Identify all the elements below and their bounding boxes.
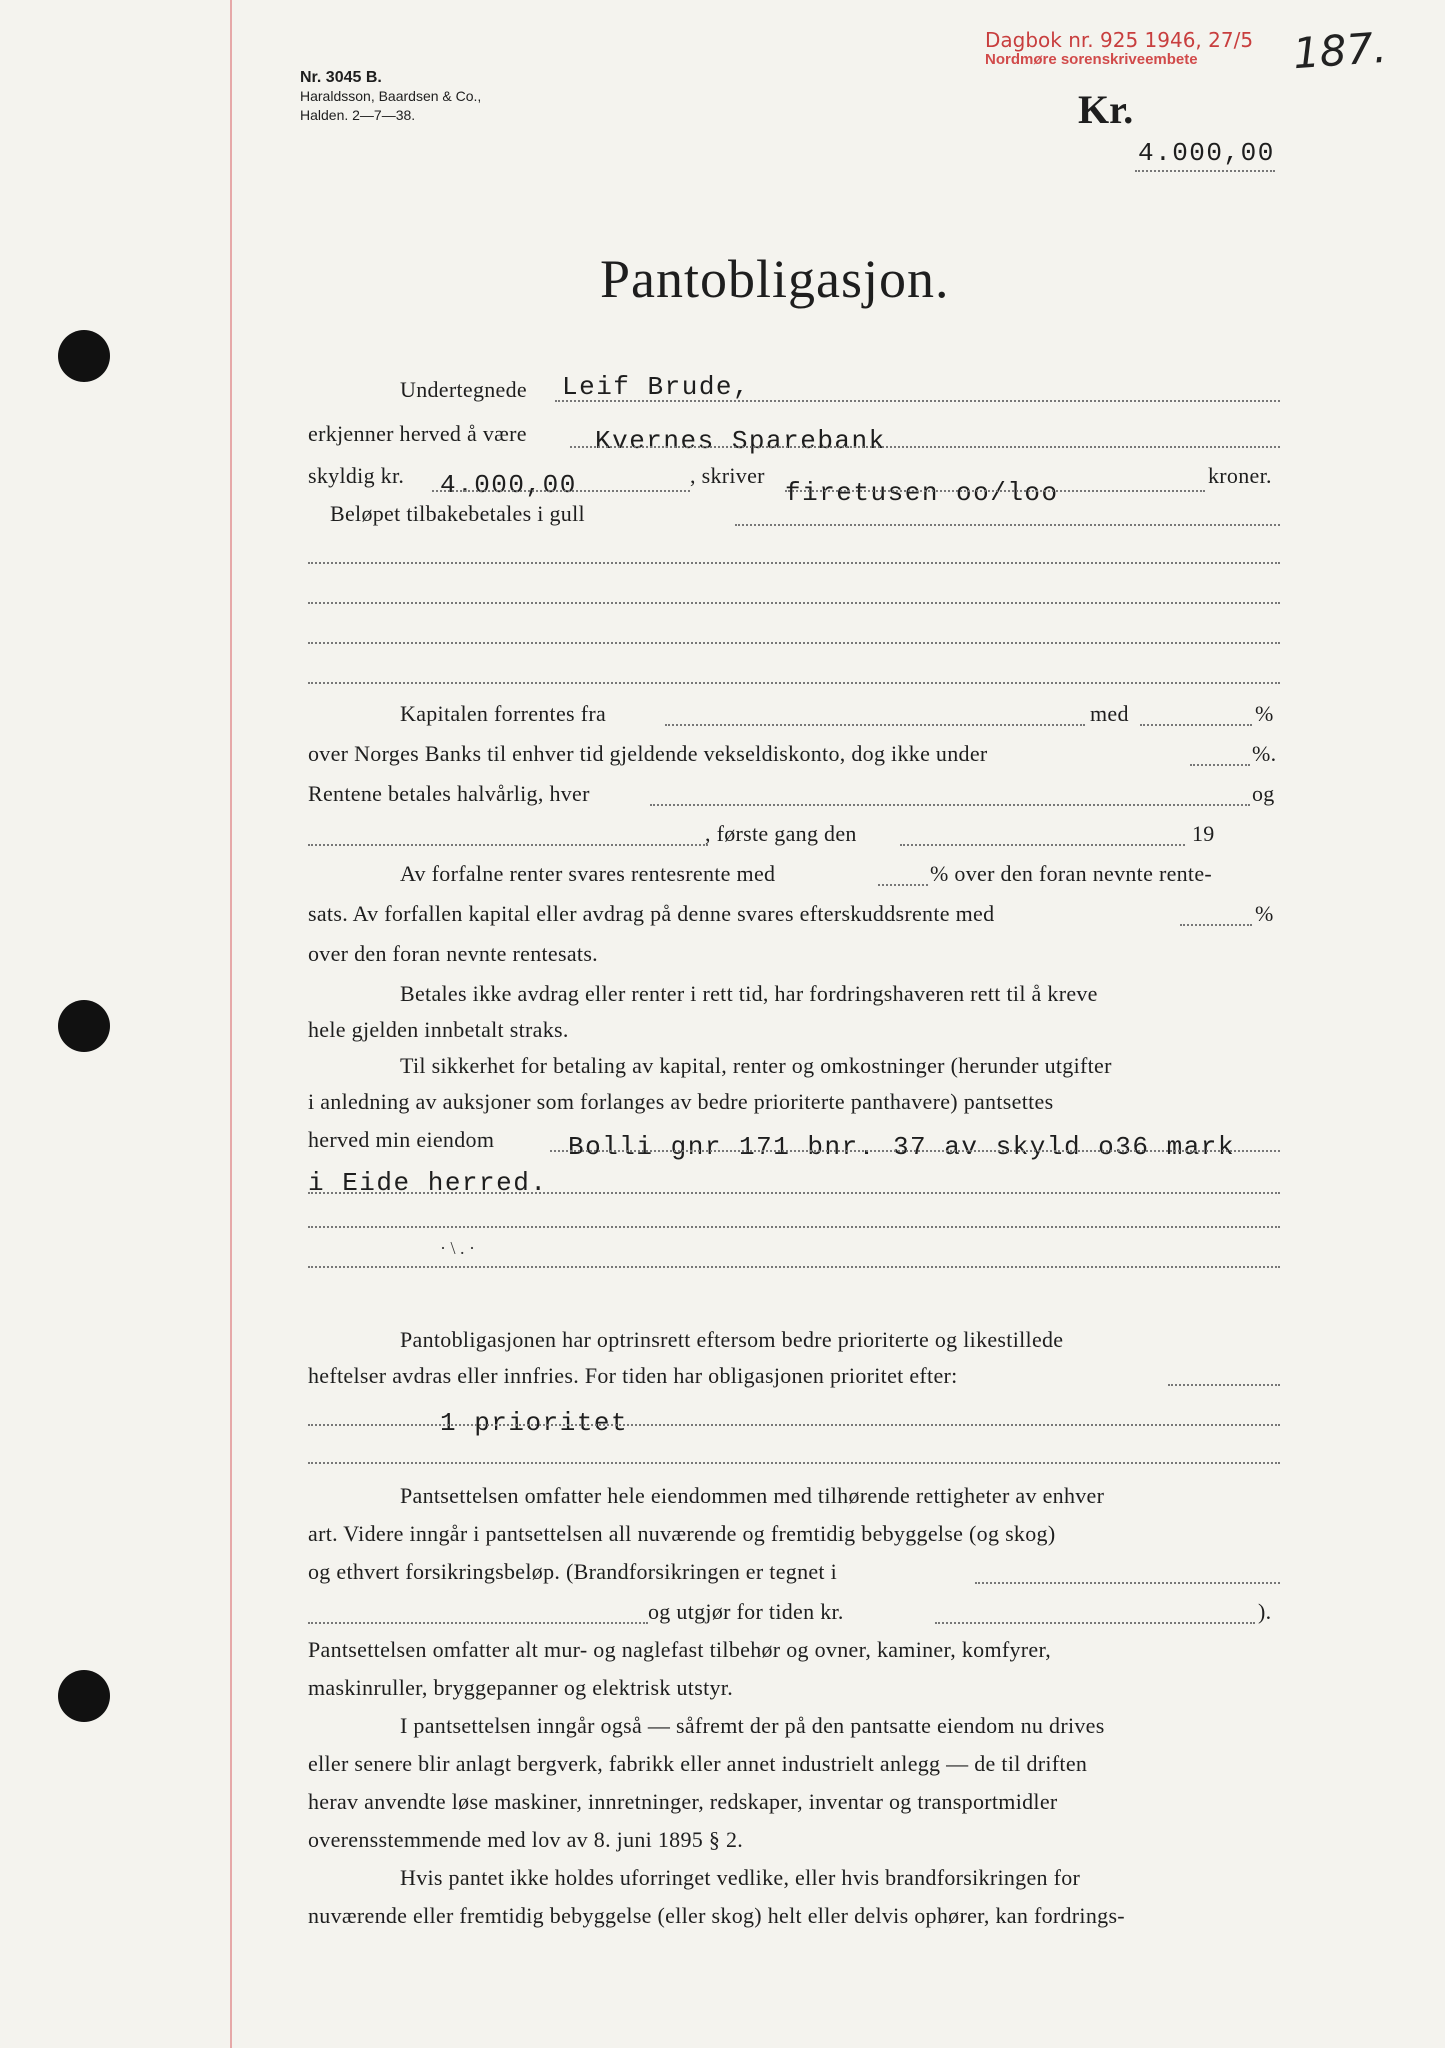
forste-gang-text: , første gang den (705, 821, 857, 846)
belopet-label: Beløpet tilbakebetales i gull (330, 501, 585, 526)
debtor-name: Leif Brude, (562, 372, 751, 402)
blank-line (308, 602, 1280, 604)
og-label: og (1252, 781, 1275, 806)
optrin-line-2: heftelser avdras eller innfries. For tiden har obligasjonen prioritet efter: (308, 1363, 958, 1388)
skriver-label: , skriver (690, 463, 765, 488)
mur-line-1: Pantsettelsen omfatter alt mur- og naglefast tilbehør og ovner, kaminer, komfyrer, (308, 1637, 1052, 1662)
norges-bank-text: over Norges Banks til enhver tid gjeldende vekseldiskonto, dog ikke under (308, 741, 988, 766)
pants-line-4: og utgjør for tiden kr. (648, 1599, 844, 1624)
property-rule (550, 1150, 1280, 1152)
property-description: Bolli gnr 171 bnr. 37 av skyld o36 mark (568, 1132, 1235, 1162)
margin-rule (230, 0, 232, 2048)
amount-line (432, 490, 690, 492)
blank-line (308, 642, 1280, 644)
sikkerhet-line-2: i anledning av auksjoner som forlanges av bedre prioriterte panthavere) pantsettes (308, 1089, 1054, 1114)
pct-sign: % (1255, 701, 1274, 726)
debtor-rule (555, 400, 1280, 402)
stamp-office: Nordmøre sorenskriveembete (985, 51, 1198, 68)
form-meta (300, 68, 481, 125)
pants-line-4-end: ). (1258, 1599, 1272, 1624)
undertegnede-label: Undertegnede (400, 377, 527, 402)
rente-continue: % over den foran nevnte rente- (930, 861, 1213, 886)
first-date-line (900, 844, 1185, 846)
over-rentesats: over den foran nevnte rentesats. (308, 941, 598, 966)
folio-number: 187. (1291, 22, 1389, 79)
rentesrente-text: Av forfalne renter svares rentesrente med (400, 861, 776, 886)
blank-line (308, 562, 1280, 564)
from-date-line (665, 724, 1085, 726)
pants-line-2: art. Videre inngår i pantsettelsen all nuværende og fremtidig bebyggelse (og skog) (308, 1521, 1056, 1546)
header-amount: 4.000,00 (1138, 138, 1275, 168)
property-municipality: i Eide herred. (308, 1168, 548, 1198)
priority-rule-2 (308, 1462, 1280, 1464)
skyldig-label: skyldig kr. (308, 463, 405, 488)
ind-line-2: eller senere blir anlagt bergverk, fabrikk eller annet industrielt anlegg — de til driften (308, 1751, 1088, 1776)
property-rule-4 (308, 1266, 1280, 1268)
hvis-line-1: Hvis pantet ikke holdes uforringet vedlike, eller hvis brandforsikringen for (400, 1865, 1081, 1890)
herved-label: herved min eiendom (308, 1127, 495, 1152)
property-rule-3 (308, 1226, 1280, 1228)
erkjenner-label: erkjenner herved å være (308, 421, 527, 446)
priority-value: 1 prioritet (440, 1408, 629, 1438)
min-rate-line (1190, 764, 1250, 766)
insurance-amount-rule (935, 1622, 1255, 1624)
med-label: med (1090, 701, 1129, 726)
betales-line-1: Betales ikke avdrag eller renter i rett tid, har fordringshaveren rett til å kreve (400, 981, 1098, 1006)
property-rule-2 (308, 1192, 1280, 1194)
blank-line (308, 682, 1280, 684)
creditor-name: Kvernes Sparebank (595, 426, 886, 456)
pants-line-3: og ethvert forsikringsbeløp. (Brandforsikringen er tegnet i (308, 1559, 838, 1584)
print-date: Halden. 2—7—38. (300, 107, 416, 123)
amount-rule (1135, 170, 1275, 172)
kroner-label: kroner. (1208, 463, 1272, 488)
registry-stamp (985, 30, 1253, 70)
insurer-rule (975, 1582, 1280, 1584)
prioritet-rule (1168, 1384, 1280, 1386)
debt-amount: 4.000,00 (440, 470, 577, 500)
printer-name: Haraldsson, Baardsen & Co., (300, 88, 482, 104)
rentesrente-line (878, 884, 928, 886)
hvis-line-2: nuværende eller fremtidig bebyggelse (eller skog) helt eller delvis ophører, kan fordrings- (308, 1903, 1125, 1928)
ind-line-3: herav anvendte løse maskiner, innretninger, redskaper, inventar og transportmidler (308, 1789, 1058, 1814)
term-line-2 (308, 844, 708, 846)
kr-label: Kr. (1078, 87, 1134, 132)
belopet-rule (735, 524, 1280, 526)
creditor-rule (570, 446, 1280, 448)
pct-sign-2: % (1255, 901, 1274, 926)
sikkerhet-line-1: Til sikkerhet for betaling av kapital, renter og omkostninger (herunder utgifter (400, 1053, 1112, 1078)
form-number: Nr. 3045 B. (300, 69, 382, 86)
insurer-rule-2 (308, 1622, 648, 1624)
betales-line-2: hele gjelden innbetalt straks. (308, 1017, 569, 1042)
pencil-marks: · \ . · (440, 1238, 475, 1258)
efterskudd-line (1180, 924, 1252, 926)
stamp-diary-number: Dagbok nr. 925 1946, 27/5 (985, 28, 1254, 52)
words-line (785, 490, 1205, 492)
pants-line-1: Pantsettelsen omfatter hele eiendommen med tilhørende rettigheter av enhver (400, 1483, 1105, 1508)
amount-in-words: firetusen oo/loo (785, 478, 1059, 508)
priority-rule (308, 1424, 1280, 1426)
pct-end: %. (1252, 741, 1277, 766)
optrin-line-1: Pantobligasjonen har optrinsrett eftersom bedre prioriterte og likestillede (400, 1327, 1064, 1352)
document-title: Pantobligasjon. (600, 249, 950, 309)
kapitalen-text: Kapitalen forrentes fra (400, 701, 607, 726)
punch-hole (58, 330, 110, 382)
rate-line (1140, 724, 1252, 726)
rentene-text: Rentene betales halvårlig, hver (308, 781, 590, 806)
term-line (650, 804, 1250, 806)
ind-line-1: I pantsettelsen inngår også — såfremt der på den pantsatte eiendom nu drives (400, 1713, 1105, 1738)
punch-hole (58, 1000, 110, 1052)
mur-line-2: maskinruller, bryggepanner og elektrisk utstyr. (308, 1675, 734, 1700)
year-prefix: 19 (1192, 821, 1215, 846)
ind-line-4: overensstemmende med lov av 8. juni 1895 § 2. (308, 1827, 744, 1852)
punch-hole (58, 1670, 110, 1722)
sats-text: sats. Av forfallen kapital eller avdrag på denne svares efterskuddsrente med (308, 901, 995, 926)
